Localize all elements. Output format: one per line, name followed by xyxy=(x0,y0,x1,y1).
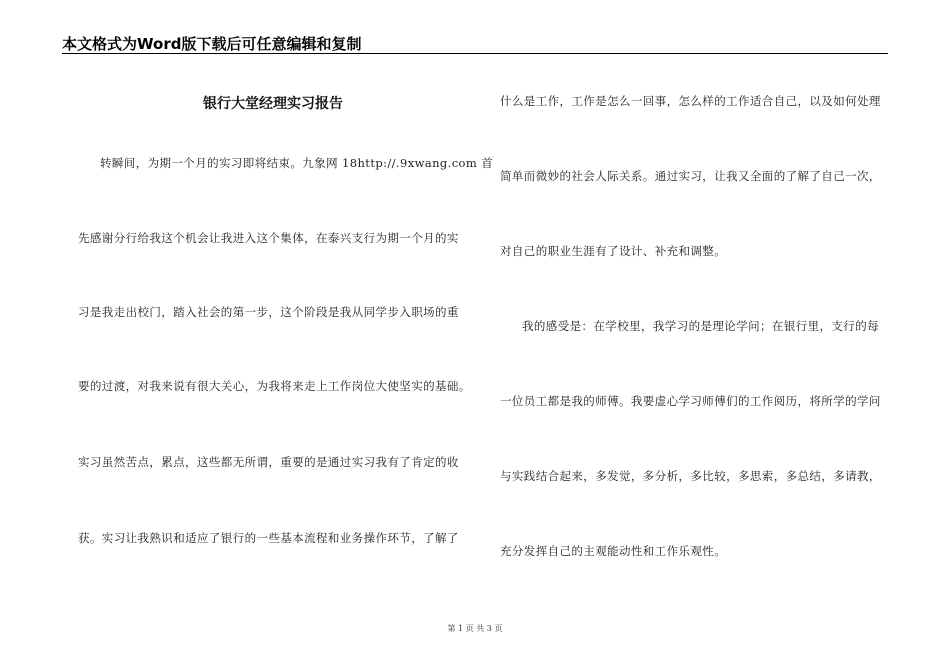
paragraph-line: 我的感受是：在学校里，我学习的是理论学问；在银行里，支行的每 xyxy=(522,319,879,333)
paragraph-line: 简单而微妙的社会人际关系。通过实习，让我又全面的了解了自己一次， xyxy=(500,169,881,183)
document-title: 银行大堂经理实习报告 xyxy=(203,96,343,112)
paragraph-line: 要的过渡，对我来说有很大关心，为我将来走上工作岗位大使坚实的基础。 xyxy=(78,379,471,393)
paragraph-line: 一位员工都是我的师傅。我要虚心学习师傅们的工作阅历，将所学的学问 xyxy=(500,394,881,408)
paragraph-line: 习是我走出校门，踏入社会的第一步，这个阶段是我从同学步入职场的重 xyxy=(78,305,459,319)
paragraph-line: 实习虽然苦点，累点，这些都无所谓，重要的是通过实习我有了肯定的收 xyxy=(78,455,459,469)
document-banner: 本文格式为Word版下载后可任意编辑和复制 xyxy=(62,35,362,53)
paragraph-line: 什么是工作，工作是怎么一回事，怎么样的工作适合自己，以及如何处理 xyxy=(500,94,881,108)
paragraph-line: 对自己的职业生涯有了设计、补充和调整。 xyxy=(500,244,727,258)
header-rule xyxy=(62,53,888,54)
paragraph-line: 先感谢分行给我这个机会让我进入这个集体，在泰兴支行为期一个月的实 xyxy=(78,231,459,245)
paragraph-line: 获。实习让我熟识和适应了银行的一些基本流程和业务操作环节，了解了 xyxy=(78,531,459,545)
page-number: 第 1 页 共 3 页 xyxy=(447,624,503,633)
paragraph-line: 与实践结合起来，多发觉，多分析，多比较，多思索，多总结，多请教， xyxy=(500,469,881,483)
paragraph-line: 转瞬间，为期一个月的实习即将结束。九象网 18http://.9xwang.com 首 xyxy=(100,156,494,170)
paragraph-line: 充分发挥自己的主观能动性和工作乐观性。 xyxy=(500,544,727,558)
